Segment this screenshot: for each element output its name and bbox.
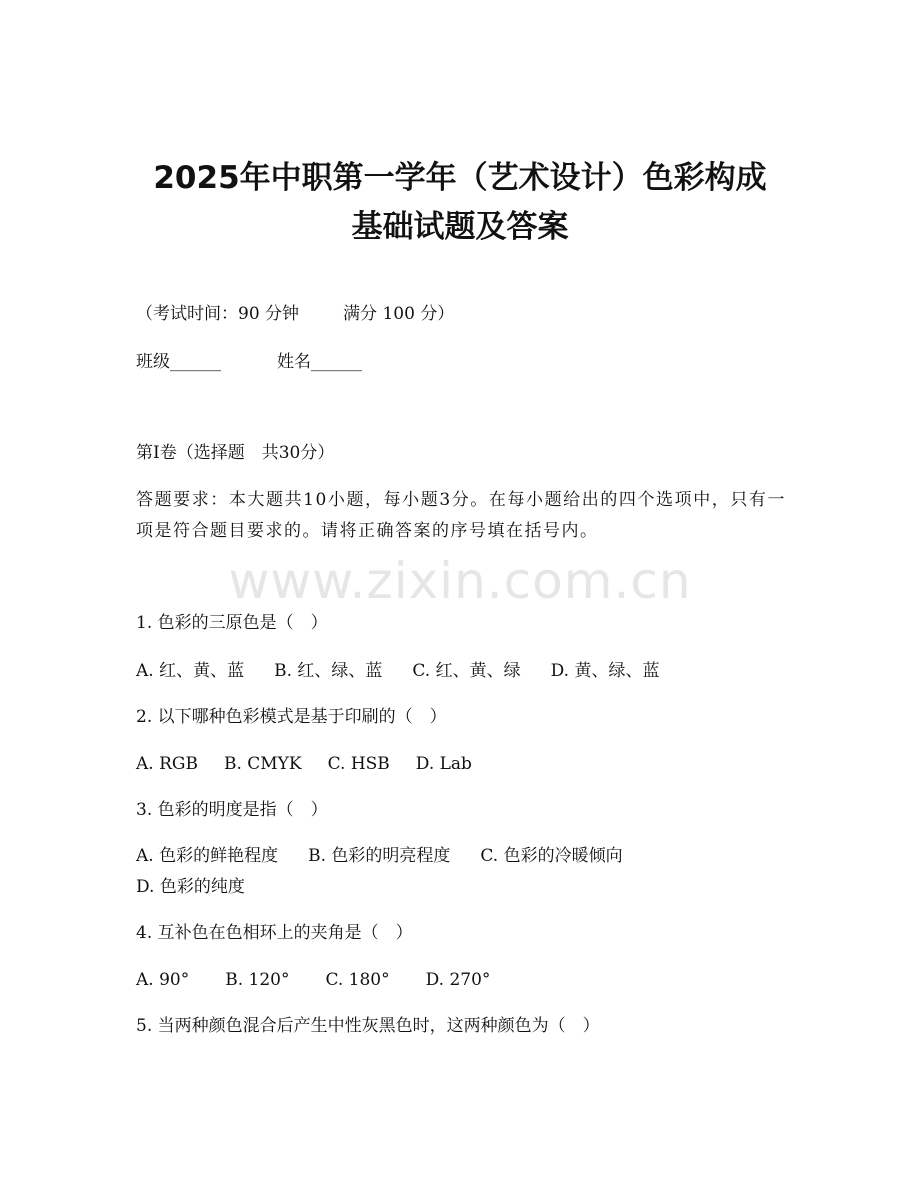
q2-option-c[interactable]: C. HSB xyxy=(327,754,390,774)
question-3-options-row-1 xyxy=(136,844,784,868)
q1-option-a[interactable]: A. 红、黄、蓝 xyxy=(136,661,245,681)
question-2-stem: 2. 以下哪种色彩模式是基于印刷的（ ） xyxy=(136,707,447,727)
exam-time-score xyxy=(136,302,784,326)
time-prefix: （考试时间： xyxy=(136,304,238,324)
score-unit: 分） xyxy=(420,304,455,324)
score-prefix: 满分 xyxy=(343,304,378,324)
question-3-options-row-2 xyxy=(136,875,784,899)
q3-option-a[interactable]: A. 色彩的鲜艳程度 xyxy=(136,846,279,866)
watermark: www.zixin.com.cn xyxy=(228,552,692,610)
q4-option-c[interactable]: C. 180° xyxy=(325,970,390,990)
q3-option-b[interactable]: B. 色彩的明亮程度 xyxy=(308,846,451,866)
question-1-stem: 1. 色彩的三原色是（ ） xyxy=(136,613,328,633)
question-3-stem: 3. 色彩的明度是指（ ） xyxy=(136,800,328,820)
time-value: 90 xyxy=(238,304,260,324)
question-5-stem: 5. 当两种颜色混合后产生中性灰黑色时，这两种颜色为（ ） xyxy=(136,1016,600,1036)
time-unit: 分钟 xyxy=(265,304,300,324)
name-field[interactable]: 姓名______ xyxy=(277,352,362,372)
question-4-stem: 4. 互补色在色相环上的夹角是（ ） xyxy=(136,923,413,943)
q4-option-a[interactable]: A. 90° xyxy=(136,970,190,990)
q2-option-a[interactable]: A. RGB xyxy=(136,754,198,774)
q3-option-c[interactable]: C. 色彩的冷暖倾向 xyxy=(480,846,623,866)
q1-option-b[interactable]: B. 红、绿、蓝 xyxy=(274,661,383,681)
instructions: 答题要求：本大题共10小题，每小题3分。在每小题给出的四个选项中，只有一项是符合题目要求的。请将正确答案的序号填在括号内。 xyxy=(136,490,786,541)
q2-option-b[interactable]: B. CMYK xyxy=(223,754,302,774)
question-2-options xyxy=(136,752,784,776)
question-4-options xyxy=(136,968,784,992)
q1-option-d[interactable]: D. 黄、绿、蓝 xyxy=(550,661,660,681)
q3-option-d[interactable]: D. 色彩的纯度 xyxy=(136,877,245,897)
class-field[interactable]: 班级______ xyxy=(136,352,221,372)
title-line-2: 基础试题及答案 xyxy=(351,209,569,245)
q4-option-d[interactable]: D. 270° xyxy=(425,970,491,990)
student-info xyxy=(136,350,784,374)
section-heading: 第Ⅰ卷（选择题 共30分） xyxy=(136,443,335,463)
q2-option-d[interactable]: D. Lab xyxy=(415,754,472,774)
q4-option-b[interactable]: B. 120° xyxy=(225,970,290,990)
q1-option-c[interactable]: C. 红、黄、绿 xyxy=(412,661,521,681)
question-1-options xyxy=(136,659,784,683)
score-value: 100 xyxy=(382,304,415,324)
title-line-1: 2025年中职第一学年（艺术设计）色彩构成 xyxy=(153,160,767,196)
